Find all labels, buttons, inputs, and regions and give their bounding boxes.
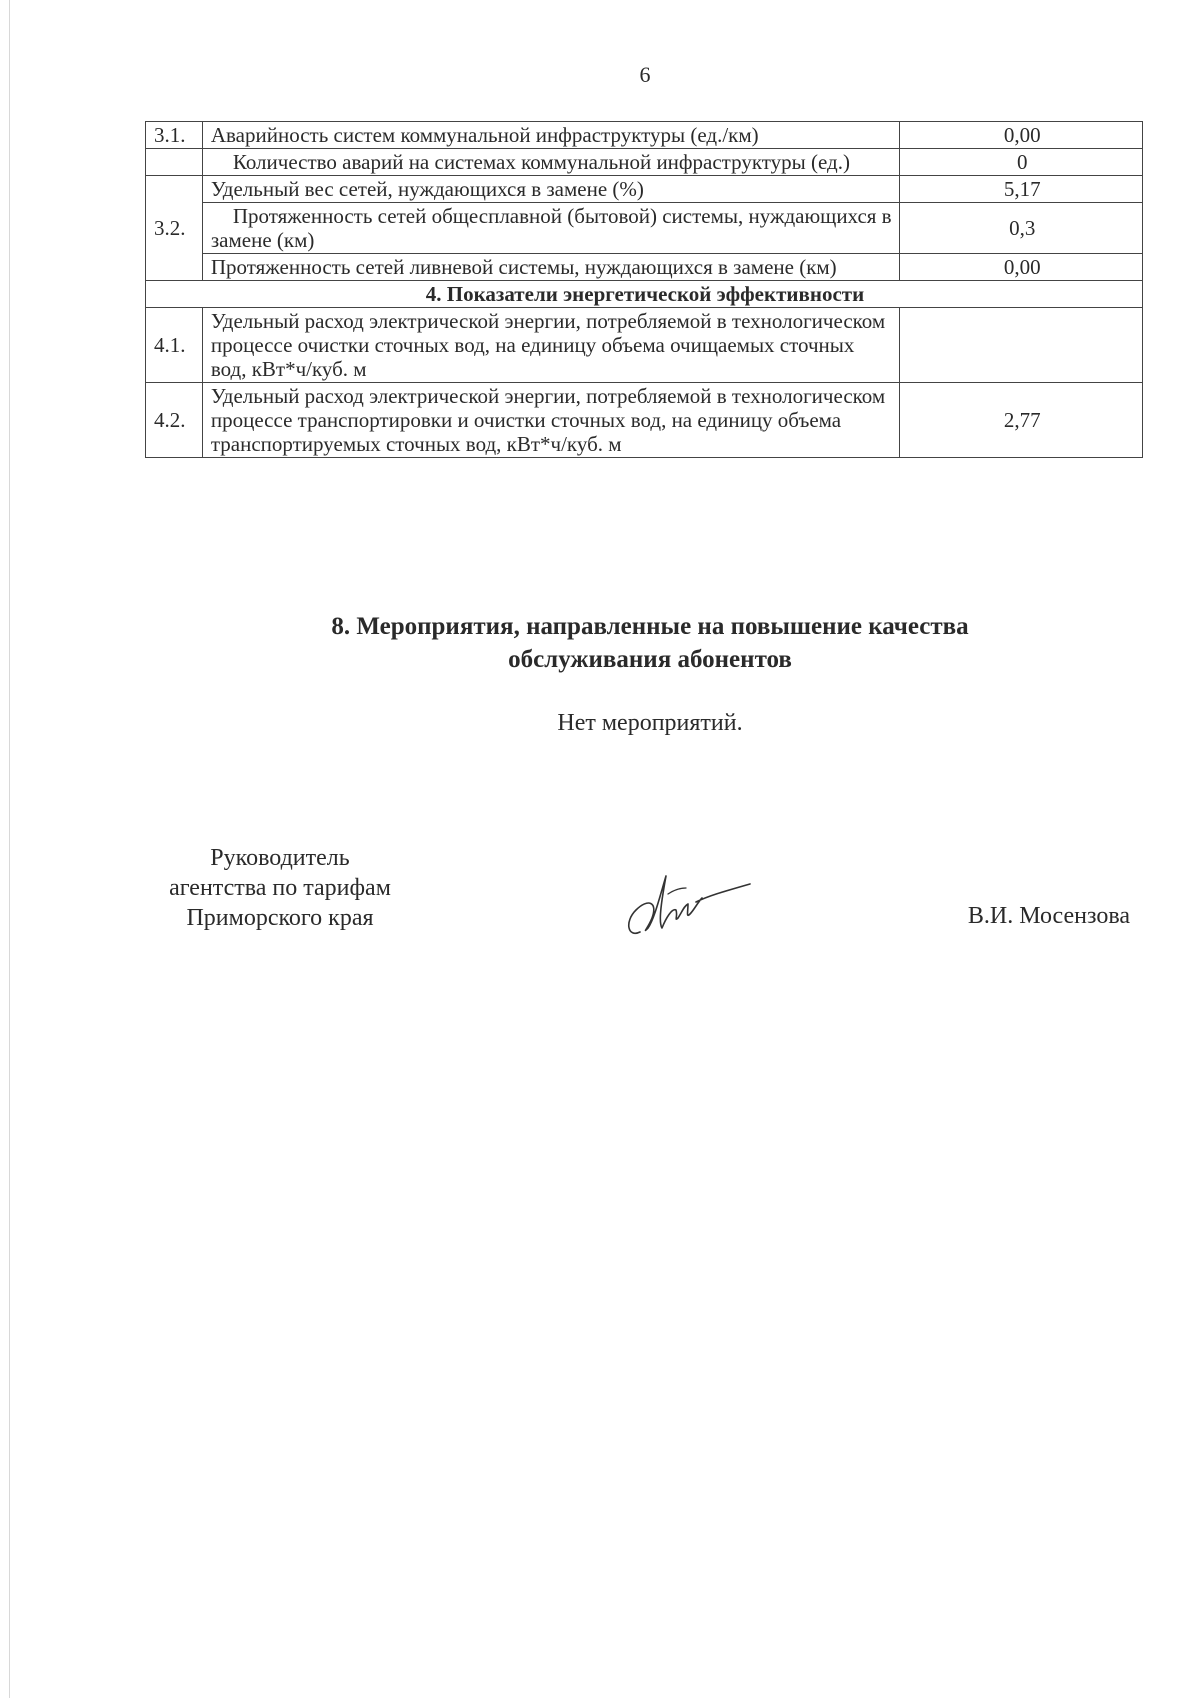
signer-position-line: Приморского края xyxy=(186,905,374,931)
section-heading-row xyxy=(146,281,1143,308)
signer-position-line: Руководитель xyxy=(210,845,350,871)
row-number-empty xyxy=(146,149,203,176)
indicator-name: Протяженность сетей ливневой системы, нуждающихся в замене (км) xyxy=(202,254,900,281)
table-row xyxy=(146,308,1143,383)
section-8-title-line: обслуживания абонентов xyxy=(508,646,792,673)
row-number: 4.1. xyxy=(146,308,203,383)
row-number: 3.2. xyxy=(146,176,203,281)
no-measures-text: Нет мероприятий. xyxy=(557,710,743,736)
section-8-title xyxy=(150,610,1150,676)
table-row xyxy=(146,254,1143,281)
indicator-value xyxy=(900,308,1143,383)
handwritten-signature xyxy=(618,862,758,948)
page-edge-line xyxy=(9,0,10,1698)
row-number: 4.2. xyxy=(146,383,203,458)
table-row xyxy=(146,383,1143,458)
indicator-name: Удельный вес сетей, нуждающихся в замене (%) xyxy=(202,176,900,203)
indicator-name: Протяженность сетей общесплавной (бытовой) системы, нуждающихся в замене (км) xyxy=(202,203,900,254)
table-row xyxy=(146,176,1143,203)
indicator-value: 0,00 xyxy=(900,122,1143,149)
section-heading: 4. Показатели энергетической эффективности xyxy=(146,281,1143,308)
signer-name: В.И. Мосензова xyxy=(967,903,1130,929)
indicator-value: 2,77 xyxy=(900,383,1143,458)
indicator-value: 5,17 xyxy=(900,176,1143,203)
indicator-value: 0 xyxy=(900,149,1143,176)
table-row xyxy=(146,149,1143,176)
table-row xyxy=(146,122,1143,149)
section-8-title-line: 8. Мероприятия, направленные на повышение качества xyxy=(331,613,969,640)
indicator-name: Аварийность систем коммунальной инфраструктуры (ед./км) xyxy=(202,122,900,149)
signer-position-line: агентства по тарифам xyxy=(169,875,391,901)
page-number: 6 xyxy=(639,62,651,87)
indicator-name: Удельный расход электрической энергии, потребляемой в технологическом процессе транспортировки и очистки сточных вод, на единицу объема транспортируемых сточных вод, кВт*ч/куб. м xyxy=(202,383,900,458)
indicator-name: Количество аварий на системах коммунальной инфраструктуры (ед.) xyxy=(202,149,900,176)
indicators-table xyxy=(145,121,1143,458)
indicator-value: 0,3 xyxy=(900,203,1143,254)
signer-position xyxy=(130,843,430,933)
indicator-name: Удельный расход электрической энергии, потребляемой в технологическом процессе очистки сточных вод, на единицу объема очищаемых сточных вод, кВт*ч/куб. м xyxy=(202,308,900,383)
row-number: 3.1. xyxy=(146,122,203,149)
indicator-value: 0,00 xyxy=(900,254,1143,281)
table-row xyxy=(146,203,1143,254)
